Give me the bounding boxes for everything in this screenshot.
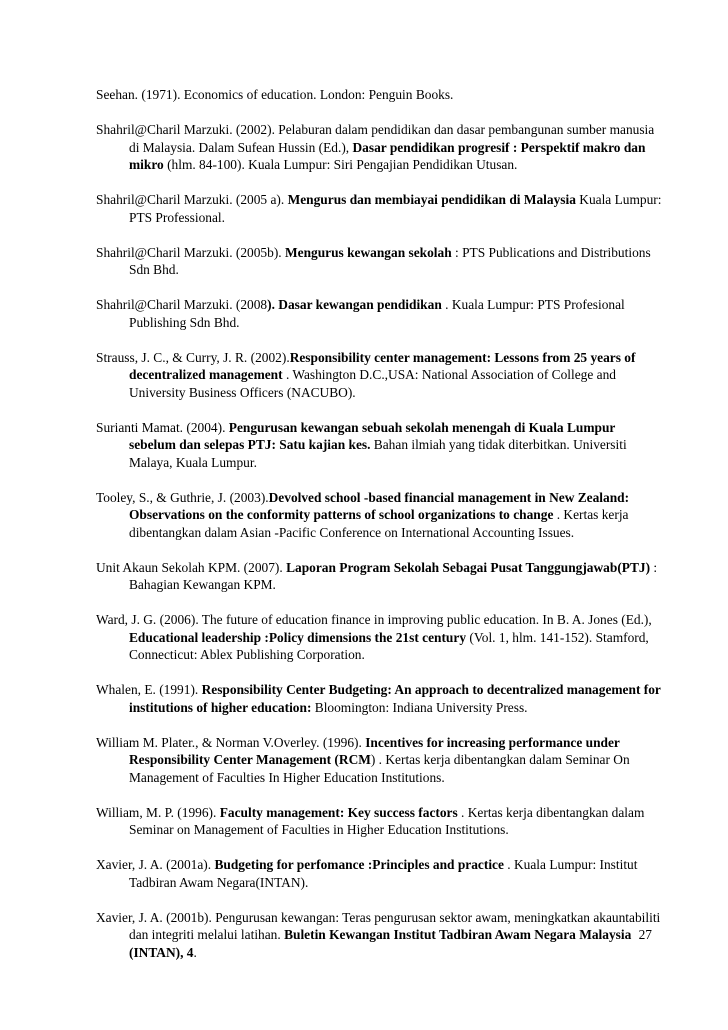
reference-list bbox=[96, 86, 662, 979]
reference-entry bbox=[96, 681, 662, 716]
reference-entry bbox=[96, 804, 662, 839]
reference-title: Mengurus dan membiayai pendidikan di Malaysia bbox=[287, 192, 576, 207]
reference-text: Bahan ilmiah yang tidak diterbitkan. Universiti Malaya, Kuala Lumpur. bbox=[129, 437, 627, 470]
reference-text: . Kuala Lumpur: Institut Tadbiran Awam Negara(INTAN). bbox=[129, 857, 638, 890]
reference-title: Laporan Program Sekolah Sebagai Pusat Tanggungjawab(PTJ) bbox=[286, 559, 651, 575]
reference-text: ) . Kertas kerja dibentangkan dalam Seminar On Management of Faculties In Higher Education Institutions. bbox=[129, 752, 630, 785]
reference-entry bbox=[96, 296, 662, 331]
reference-title: Devolved school -based financial management in New Zealand: Observations on the conformity patterns of school organizations to change bbox=[129, 489, 630, 522]
reference-text: Kuala Lumpur: PTS Professional. bbox=[129, 192, 662, 225]
reference-text: : PTS Publications and Distributions Sdn Bhd. bbox=[129, 244, 651, 277]
reference-title: Faculty management: Key success factors bbox=[219, 804, 458, 820]
reference-title: Buletin Kewangan Institut Tadbiran Awam Negara Malaysia (INTAN), 4 bbox=[129, 927, 632, 960]
reference-text: Whalen, E. (1991). bbox=[96, 682, 202, 697]
reference-text: Surianti Mamat. (2004). bbox=[96, 419, 229, 435]
reference-text: Shahril@Charil Marzuki. (2002). Pelaburan dalam pendidikan dan dasar pembangunan sumber manusia di Malaysia. Dalam Sufean Hussin (Ed.), bbox=[96, 122, 655, 155]
reference-text: Xavier, J. A. (2001a). bbox=[96, 857, 215, 872]
reference-text: Seehan. (1971). Economics of education. London: Penguin Books. bbox=[96, 87, 454, 102]
reference-title: Responsibility center management: Lessons from 25 years of decentralized management bbox=[129, 349, 636, 382]
reference-text: Strauss, J. C., & Curry, J. R. (2002). bbox=[96, 349, 290, 365]
reference-entry bbox=[96, 349, 662, 402]
reference-text: Unit Akaun Sekolah KPM. (2007). bbox=[96, 559, 287, 575]
reference-text: William M. Plater., & Norman V.Overley. (1996). bbox=[96, 734, 366, 750]
reference-text: William, M. P. (1996). bbox=[96, 804, 220, 820]
reference-title: Mengurus kewangan sekolah bbox=[284, 244, 452, 260]
reference-text: : Bahagian Kewangan KPM. bbox=[129, 559, 658, 592]
reference-title: Dasar pendidikan progresif : Perspektif makro dan mikro bbox=[129, 139, 646, 172]
reference-title: Incentives for increasing performance under Responsibility Center Management (RCM bbox=[129, 734, 620, 767]
page-number: 27 bbox=[638, 927, 652, 942]
reference-text: Bloomington: Indiana University Press. bbox=[311, 699, 528, 715]
reference-text: Tooley, S., & Guthrie, J. (2003). bbox=[96, 489, 269, 505]
reference-text: (hlm. 84-100). Kuala Lumpur: Siri Pengajian Pendidikan Utusan. bbox=[163, 157, 518, 172]
reference-text: (Vol. 1, hlm. 141-152). Stamford, Connecticut: Ablex Publishing Corporation. bbox=[129, 629, 649, 662]
reference-entry bbox=[96, 734, 662, 787]
reference-title: ). Dasar kewangan pendidikan bbox=[267, 297, 442, 312]
reference-text: Shahril@Charil Marzuki. (2005 a). bbox=[96, 192, 288, 207]
reference-text: . Kertas kerja dibentangkan dalam Seminar on Management of Faculties in Higher Education Institutions. bbox=[129, 804, 645, 837]
reference-entry bbox=[96, 419, 662, 472]
reference-title: Budgeting for perfomance :Principles and practice bbox=[214, 857, 504, 872]
reference-entry bbox=[96, 244, 662, 279]
reference-text: Shahril@Charil Marzuki. (2005b). bbox=[96, 244, 285, 260]
reference-text: . Washington D.C.,USA: National Association of College and University Business Officers (NACUBO). bbox=[129, 367, 617, 400]
reference-entry bbox=[96, 611, 662, 664]
reference-text: Ward, J. G. (2006). The future of education finance in improving public education. In B. A. Jones (Ed.), bbox=[96, 612, 652, 627]
reference-entry bbox=[96, 489, 662, 542]
reference-text: Xavier, J. A. (2001b). Pengurusan kewangan: Teras pengurusan sektor awam, meningkatkan akauntabiliti dan integriti melalui latihan. bbox=[96, 909, 661, 942]
reference-entry bbox=[96, 121, 662, 174]
reference-entry bbox=[96, 191, 662, 226]
reference-text: . Kertas kerja dibentangkan dalam Asian -Pacific Conference on International Accounting Issues. bbox=[129, 507, 629, 540]
reference-title: Pengurusan kewangan sebuah sekolah menengah di Kuala Lumpur sebelum dan selepas PTJ: Satu kajian kes. bbox=[129, 419, 616, 452]
reference-title: Educational leadership :Policy dimensions the 21st century bbox=[129, 629, 467, 645]
reference-title: Responsibility Center Budgeting: An approach to decentralized management for institutions of higher education: bbox=[129, 682, 661, 715]
reference-text: . bbox=[193, 944, 197, 960]
reference-text: . Kuala Lumpur: PTS Profesional Publishing Sdn Bhd. bbox=[129, 297, 625, 330]
reference-entry bbox=[96, 559, 662, 594]
reference-entry bbox=[96, 856, 662, 891]
reference-entry bbox=[96, 86, 662, 104]
reference-entry bbox=[96, 909, 662, 962]
reference-text: Shahril@Charil Marzuki. (2008 bbox=[96, 297, 268, 312]
